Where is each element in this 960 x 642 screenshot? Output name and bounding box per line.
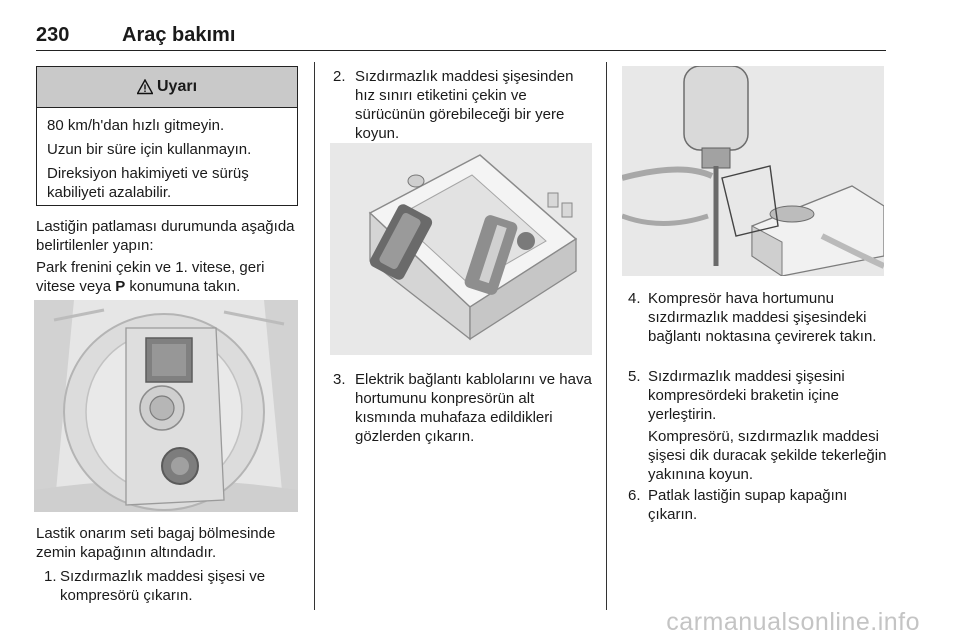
watermark: carmanualsonline.info xyxy=(666,608,920,636)
warning-line: Uzun bir süre için kullanmayın. xyxy=(47,141,252,158)
intro-paragraph xyxy=(36,217,298,255)
repair-kit-illustration xyxy=(330,143,592,355)
step-number: 6. xyxy=(628,487,641,504)
step-number: 5. xyxy=(628,368,641,385)
kit-location-paragraph xyxy=(36,524,298,562)
compressor-illustration xyxy=(622,66,884,276)
step-text: Sızdırmazlık maddesi şişesinden hız sınırı etiketini çekin ve sürücünün görebileceği bir yere koyun. xyxy=(355,68,574,142)
warning-body xyxy=(37,108,297,202)
page-number: 230 xyxy=(36,24,70,46)
park-text-after: konumuna takın. xyxy=(125,278,241,295)
step-text: Sızdırmazlık maddesi şişesi ve kompresörü çıkarın. xyxy=(60,568,266,604)
chapter-title: Araç bakımı xyxy=(122,24,236,46)
step-text: Kompresör hava hortumunu sızdırmazlık maddesi şişesindeki bağlantı noktasına çevirerek takın. xyxy=(648,290,877,345)
warning-line: 80 km/h'dan hızlı gitmeyin. xyxy=(47,117,225,134)
step-text: Elektrik bağlantı kablolarını ve hava hortumunu konpresörün alt kısmında muhafaza edildikleri gözlerden çıkarın. xyxy=(355,371,592,445)
warning-box xyxy=(36,66,298,206)
park-instruction xyxy=(36,258,298,296)
column-divider xyxy=(314,62,315,610)
step-number: 2. xyxy=(333,68,346,85)
column-divider xyxy=(606,62,607,610)
step-text: Patlak lastiğin supap kapağını çıkarın. xyxy=(648,487,848,523)
kit-location-text: Lastik onarım seti bagaj bölmesinde zemin kapağının altındadır. xyxy=(36,525,276,561)
step-text: Sızdırmazlık maddesi şişesini kompresördeki braketin içine yerleştirin. xyxy=(648,368,845,423)
intro-text: Lastiğin patlaması durumunda aşağıda belirtilenler yapın: xyxy=(36,218,295,254)
park-gear-letter: P xyxy=(115,278,126,295)
warning-header xyxy=(37,67,297,108)
warning-title: Uyarı xyxy=(156,78,198,95)
step-number: 4. xyxy=(628,290,641,307)
page-header xyxy=(36,22,886,51)
trunk-floor-illustration xyxy=(34,300,298,512)
step-number: 3. xyxy=(333,371,346,388)
park-text-before: Park frenini çekin ve 1. vitese, geri vitese veya xyxy=(36,259,265,295)
warning-triangle-icon xyxy=(137,79,153,95)
step-note: Kompresörü, sızdırmazlık maddesi şişesi dik duracak şekilde tekerleğin yakınına koyun. xyxy=(648,428,887,483)
step-number: 1. xyxy=(44,568,57,585)
warning-line: Direksiyon hakimiyeti ve sürüş kabiliyeti azalabilir. xyxy=(47,165,249,201)
